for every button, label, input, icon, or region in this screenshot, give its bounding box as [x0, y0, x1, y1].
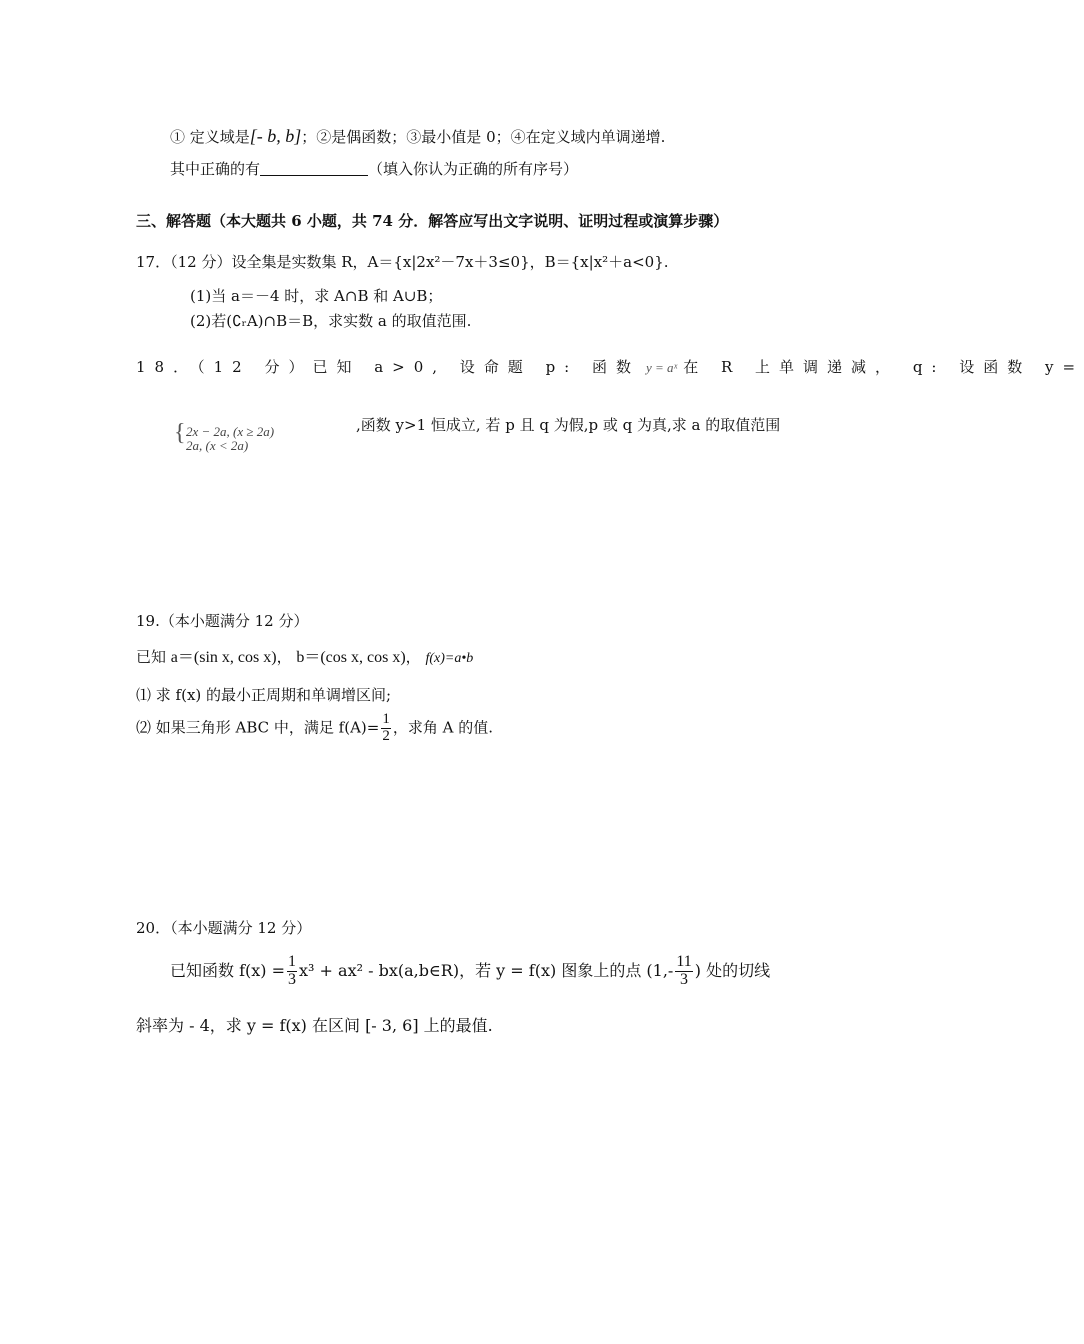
- brace: {: [174, 420, 186, 446]
- q20-given-pre: 已知函数 f(x) =: [170, 960, 286, 980]
- q16-line2-post: （填入你认为正确的所有序号）: [368, 160, 579, 178]
- q18-line1-b: 在 R 上单调递减， q: 设函数 y=: [683, 358, 1084, 376]
- numerator: 1: [382, 711, 390, 727]
- numerator: 11: [676, 953, 692, 970]
- denominator: 2: [382, 727, 390, 744]
- q20-line2: 斜率为 - 4，求 y = f(x) 在区间 [- 3, 6] 上的最值.: [136, 1016, 493, 1035]
- q18-line1: [136, 358, 1084, 376]
- q19-title: 19.（本小题满分 12 分）: [136, 612, 309, 630]
- denominator: 3: [288, 970, 297, 988]
- q20-given-post: ) 处的切线: [694, 960, 771, 980]
- q16-line1-post: ；②是偶函数；③最小值是 0；④在定义域内单调递增.: [301, 128, 666, 146]
- q18-line2: ,函数 y>1 恒成立, 若 p 且 q 为假,p 或 q 为真,求 a 的取值范围: [356, 416, 781, 434]
- fraction-one-third: [287, 954, 297, 989]
- q16-line1: [170, 126, 665, 148]
- q17-stem: 17．（12 分）设全集是实数集 R，A＝{x|2x²－7x＋3≤0}，B＝{x|x²＋a<0}.: [136, 253, 669, 271]
- q16-line1-pre: ① 定义域是: [170, 128, 250, 146]
- q19-part1: ⑴ 求 f(x) 的最小正周期和单调增区间;: [136, 686, 392, 704]
- q17-part1: (1)当 a＝－4 时，求 A∩B 和 A∪B；: [190, 287, 443, 305]
- fraction-one-half: [381, 712, 391, 745]
- piecewise-function: [174, 420, 356, 454]
- numerator: 1: [288, 953, 297, 970]
- q16-interval: [- b, b]: [249, 126, 302, 146]
- q19-part2-pre: ⑵ 如果三角形 ABC 中，满足 f(A)=: [136, 718, 380, 737]
- fraction-eleven-thirds: [675, 954, 692, 989]
- q19-part2: [136, 712, 493, 745]
- q18-formula: y = aˣ: [646, 360, 678, 375]
- q20-title: 20．（本小题满分 12 分）: [136, 919, 312, 937]
- q17-part2: (2)若(∁ᵣA)∩B＝B，求实数 a 的取值范围.: [190, 312, 472, 330]
- q20-given: [170, 954, 770, 989]
- q18-line1-a: 18．（12 分）已知 a>0, 设命题 p: 函数: [136, 358, 640, 376]
- q19-given-pre: 已知: [136, 648, 167, 666]
- vector-b: b＝(cos x, cos x): [296, 649, 406, 666]
- section3-title: 三、解答题（本大题共 6 小题，共 74 分．解答应写出文字说明、证明过程或演算步骤）: [136, 212, 729, 230]
- q16-line2-pre: 其中正确的有: [170, 160, 261, 178]
- q19-part2-post: ，求角 A 的值.: [392, 718, 493, 737]
- vector-a: a＝(sin x, cos x): [170, 649, 277, 666]
- denominator: 3: [680, 970, 689, 988]
- q20-given-mid: x³ + ax² - bx(a,b∈R)，若 y = f(x) 图象上的点 (1,-: [299, 960, 674, 980]
- q16-line2: [170, 160, 578, 178]
- piece-2: 2a, (x < 2a): [186, 438, 249, 453]
- piece-1: 2x − 2a, (x ≥ 2a): [186, 424, 275, 439]
- q19-given: 已知 a＝(sin x, cos x)， b＝(cos x, cos x)， f(x)=a•b: [136, 648, 474, 666]
- answer-blank[interactable]: [260, 161, 368, 176]
- f-dot-product: f(x)=a•b: [425, 651, 474, 666]
